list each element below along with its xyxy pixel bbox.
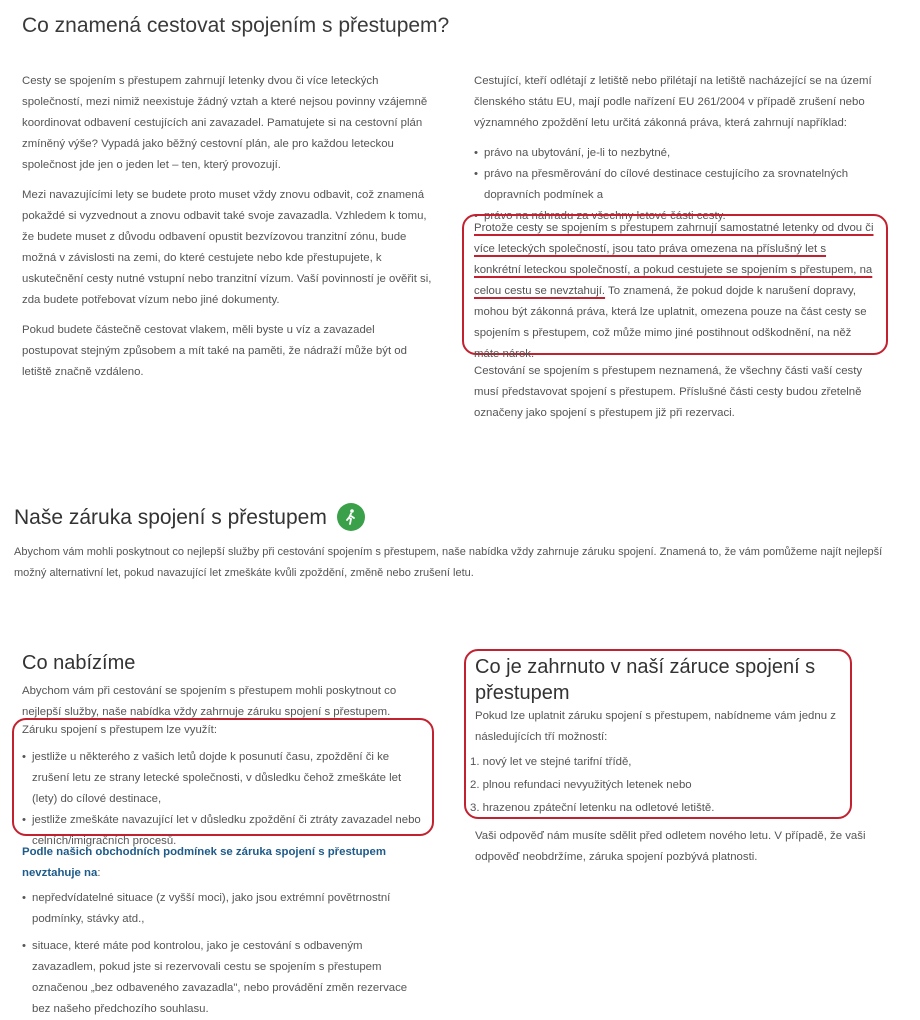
included-note: Vaši odpověď nám musíte sdělit před odletem nového letu. V případě, že vaši odpověď neobdržíme, záruka spojení pozbývá platnosti. <box>475 830 866 863</box>
guarantee-title: Naše záruka spojení s přestupem <box>14 506 327 530</box>
included-options <box>470 752 850 819</box>
limitation-rest: To znamená, že pokud dojde k narušení dopravy, mohou být zákonná práva, která lze uplatnit, omezena pouze na část cesty se spojením s přestupem, což může mimo jiné postihnout odškodnění, na něž máte nárok. <box>474 285 867 360</box>
terms-bold: Podle našich obchodních podmínek se záruka spojení s přestupem nevztahuje na <box>22 846 386 879</box>
left-column <box>22 71 432 383</box>
option-item: 1. nový let ve stejné tarifní třídě, <box>470 756 632 768</box>
option-item: 3. hrazenou zpáteční letenku na odletové letiště. <box>470 802 715 814</box>
paragraph-2: Mezi navazujícími lety se budete proto muset vždy znovu odbavit, což znamená pokaždé si vyzvednout a znovu odbavit také svoje zavazadla. Vzhledem k tomu, že budete muset z důvodu odbavení opustit bezvízovou tranzitní zónu, bude možná v závislosti na zemi, do které cestujete nebo kde přestupujete, k uskutečnění cesty nutné vstupní nebo tranzitní vízum. Vaší povinností je ověřit si, zda budete potřebovat vízum nebo jiné dokumenty. <box>22 189 432 306</box>
offer-title: Co nabízíme <box>22 652 136 674</box>
offer-conditions-list <box>22 747 422 852</box>
list-item: • právo na přesměrování do cílové destinace cestujícího za srovnatelných dopravních podmínek a <box>474 164 892 206</box>
exclusions-list <box>22 888 422 1020</box>
eu-rights-paragraph: Cestující, kteří odlétají z letiště nebo přilétají na letiště nacházející se na území členského státu EU, mají podle nařízení EU 261/2004 v případě zrušení nebo významného zpoždění letu určitá zákonná práva, která zahrnují například: <box>474 75 872 129</box>
offer-conditions <box>22 720 422 852</box>
walking-person-icon <box>337 503 365 531</box>
offer-intro: Abychom vám při cestování se spojením s přestupem mohli poskytnout co nejlepší služby, naše nabídka vždy zahrnuje záruku spojení s přestupem. <box>22 685 397 718</box>
included-intro: Pokud lze uplatnit záruku spojení s přestupem, nabídneme vám jednu z následujících tří možností: <box>475 710 836 743</box>
option-item: 2. plnou refundaci nevyužitých letenek nebo <box>470 779 692 791</box>
paragraph-3: Pokud budete částečně cestovat vlakem, měli byste u víz a zavazadel postupovat stejným způsobem a mít také na paměti, že nádraží může být od letiště značně vzdáleno. <box>22 324 407 378</box>
page-title: Co znamená cestovat spojením s přestupem? <box>22 14 450 37</box>
list-item: • právo na ubytování, je-li to nezbytné, <box>474 143 892 164</box>
underlined-text: Protože cesty se spojením s přestupem zahrnují samostatné letenky od dvou či více leteckých společností, jsou tato práva omezena na příslušný let s konkrétní leteckou společností, a pokud cestujete se spojením s přestupem, na celou cestu se nevztahují. <box>474 222 874 297</box>
paragraph-after: Cestování se spojením s přestupem neznamená, že všechny části vaší cesty musí představovat spojení s přestupem. Příslušné části cesty budou zřetelně označeny jako spojení s přestupem již při rezervaci. <box>474 365 863 419</box>
list-item: • jestliže zmeškáte navazující let v důsledku zpoždění či ztráty zavazadel nebo celních/imigračních procesů. <box>22 810 422 852</box>
guarantee-heading <box>14 506 365 534</box>
right-column-after <box>474 361 874 424</box>
list-item: • právo na náhradu za všechny letové části cesty. <box>474 206 892 227</box>
list-item: • situace, které máte pod kontrolou, jako je cestování s odbaveným zavazadlem, pokud jste si rezervovali cestu se spojením s přestupem označenou „bez odbaveného zavazadla", nebo provádění změn rezervace bez našeho předchozího souhlasu. <box>22 936 422 1020</box>
offer-box-lead: Záruku spojení s přestupem lze využít: <box>22 724 217 736</box>
rights-limitation-text <box>474 218 874 365</box>
guarantee-text: Abychom vám mohli poskytnout co nejlepší služby při cestování spojením s přestupem, naše nabídka vždy zahrnuje záruku spojení. Znamená to, že vám pomůžeme najít nejlepší možný alternativní let, pokud navazující let zmeškáte kvůli zpoždění, změně nebo zrušení letu. <box>14 546 883 579</box>
paragraph-1: Cesty se spojením s přestupem zahrnují letenky dvou či více leteckých společností, mezi nimiž neexistuje žádný vztah a které nejsou povinny vzájemně koordinovat odbavení cestujících ani zavazadel. Pamatujete si na cestovní plán zmíněný výše? Vypadá jako běžný cestovní plán, ale pro každou leteckou společnost jde jen o jeden let – ten, který provozují. <box>22 75 428 171</box>
right-column <box>474 71 892 227</box>
terms-colon: : <box>97 867 101 879</box>
included-title: Co je zahrnuto v naší záruce spojení s přestupem <box>475 656 816 704</box>
list-item: • nepředvídatelné situace (z vyšší moci), jako jsou extrémní povětrnostní podmínky, stávky atd., <box>22 888 422 930</box>
list-item: • jestliže u některého z vašich letů dojde k posunutí času, zpoždění či ke zrušení letu ze strany letecké společnosti, v důsledku čehož zmeškáte let (lety) do cílové destinace, <box>22 747 422 810</box>
terms-heading <box>22 842 422 884</box>
